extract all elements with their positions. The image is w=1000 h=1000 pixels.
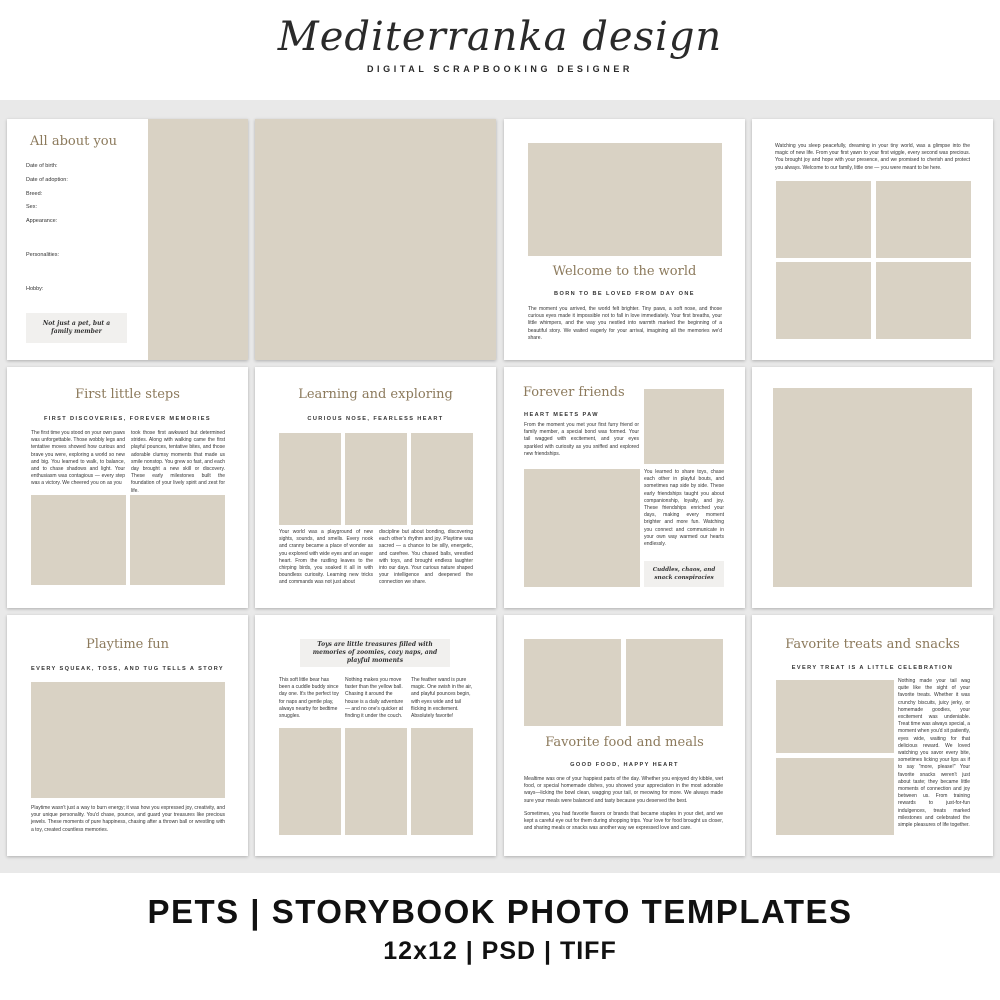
body-text: Mealtime was one of your happiest parts of the day. Whether you enjoyed dry kibble, wet food, or special homemade dishes, you showed your appreciation in the most adorable ways—licking the bowl clean, wagging your tail, or meowing for more. We always made sure your meals were balanced and tasty because you deserved the best. bbox=[524, 776, 723, 804]
photo-placeholder[interactable] bbox=[345, 433, 407, 525]
page-subtitle: GOOD FOOD, HAPPY HEART bbox=[570, 762, 679, 768]
field-date-of-adoption: Date of adoption: bbox=[26, 177, 68, 183]
photo-placeholder[interactable] bbox=[255, 119, 496, 360]
photo-placeholder[interactable] bbox=[524, 639, 621, 726]
quote-box: Not just a pet, but a family member bbox=[26, 313, 127, 343]
field-breed: Breed: bbox=[26, 191, 43, 197]
brand-logo: Mediterranka design bbox=[277, 14, 723, 60]
page-subtitle: CURIOUS NOSE, FEARLESS HEART bbox=[307, 416, 444, 422]
page-full-photo bbox=[255, 119, 496, 360]
field-hobby: Hobby: bbox=[26, 286, 44, 292]
photo-placeholder[interactable] bbox=[279, 433, 341, 525]
page-favorite-food bbox=[504, 615, 745, 856]
photo-placeholder[interactable] bbox=[776, 680, 894, 753]
body-text-column: Nothing makes you move faster than the yellow ball. Chasing it around the house is a daily adventure — and no one's quicker at finding it under the couch. bbox=[345, 677, 404, 720]
page-bordered-photo bbox=[752, 367, 993, 608]
page-title: All about you bbox=[30, 134, 118, 149]
body-text-column: discipline but about bonding, discovering each other's rhythm and joy. Playtime was sacred — a chance to be silly, energetic, and carefree. You chased balls, wrestled with toys, and brought endless laughter into our days. Your curious nature shaped your intelligence and deepened the connection we share. bbox=[379, 529, 473, 586]
page-title: Learning and exploring bbox=[298, 387, 453, 402]
field-date-of-birth: Date of birth: bbox=[26, 163, 58, 169]
page-subtitle: EVERY TREAT IS A LITTLE CELEBRATION bbox=[791, 665, 954, 671]
quote-box: Cuddles, chaos, and snack conspiracies bbox=[644, 561, 724, 587]
body-text: You learned to share toys, chase each other in playful bouts, and sometimes nap side by side. These early friendships taught you about companionship, loyalty, and joy. These friendships enriched your days, making every moment brighter and more fun. Watching you connect and communicate in your own way warmed our hearts endlessly. bbox=[644, 469, 724, 548]
header bbox=[0, 0, 1000, 100]
page-subtitle: FIRST DISCOVERIES, FOREVER MEMORIES bbox=[43, 416, 212, 422]
body-text: Nothing made your tail wag quite like the sight of your favorite treats. Whether it was crunchy biscuits, juicy jerky, or homemade goodies, your excitement was undeniable. Treat time was always special, a moment when you'd sit patiently, eyes wide, waiting for that delicious reward. We loved watching you savor every bite, sometimes licking your lips as if to say "more, please!" Your favorite snacks weren't just about taste; they became little moments of connection and joy between us. From training rewards to just-for-fun indulgences, treats marked milestones and celebrated the simple pleasures of life together. bbox=[898, 678, 971, 829]
page-title: Welcome to the world bbox=[552, 264, 697, 279]
photo-placeholder[interactable] bbox=[876, 181, 971, 258]
field-sex: Sex: bbox=[26, 204, 38, 210]
photo-placeholder[interactable] bbox=[528, 143, 722, 256]
photo-placeholder[interactable] bbox=[411, 728, 473, 835]
body-text-column: took those first awkward but determined strides. Along with walking came the first playful pounces, tentative bites, and those adorable clumsy moments that made us smile nonstop. You grew so fast, and each day brought a new skill or discovery. These early milestones built the foundation of your lively spirit and zest for life. bbox=[131, 430, 225, 494]
photo-placeholder[interactable] bbox=[524, 469, 640, 587]
photo-placeholder[interactable] bbox=[411, 433, 473, 525]
field-appearance: Appearance: bbox=[26, 218, 58, 224]
page-subtitle: EVERY SQUEAK, TOSS, AND TUG TELLS A STORY bbox=[30, 666, 225, 672]
page-all-about-you bbox=[7, 119, 248, 360]
page-forever-friends bbox=[504, 367, 745, 608]
page-title: Playtime fun bbox=[85, 637, 170, 652]
body-text: From the moment you met your first furry friend or family member, a special bond was formed. Your tail wagged with excitement, and your eyes sparkled with curiosity as you sniffed and explored new friendships. bbox=[524, 422, 639, 457]
page-title: Favorite treats and snacks bbox=[785, 637, 960, 652]
page-title: First little steps bbox=[75, 387, 180, 402]
photo-placeholder[interactable] bbox=[130, 495, 225, 585]
photo-placeholder[interactable] bbox=[345, 728, 407, 835]
photo-placeholder[interactable] bbox=[776, 262, 871, 339]
body-text: Watching you sleep peacefully, dreaming in your tiny world, was a glimpse into the magic of new life. From your first yawn to your first wiggle, every second was precious. You brought joy and hope with your presence, and we promised to cherish and protect you always. Welcome to our family, little one — you were meant to be here. bbox=[775, 143, 970, 171]
page-first-little-steps bbox=[7, 367, 248, 608]
page-title: Favorite food and meals bbox=[545, 735, 704, 750]
photo-placeholder[interactable] bbox=[776, 758, 894, 835]
photo-placeholder[interactable] bbox=[644, 389, 724, 464]
body-text: Sometimes, you had favorite flavors or brands that became staples in your diet, and we kept a careful eye out for them during shopping trips. Your love for food brought us closer, and sharing meals or snacks was another way we expressed love and care. bbox=[524, 811, 723, 832]
photo-placeholder[interactable] bbox=[626, 639, 723, 726]
page-title: Forever friends bbox=[523, 385, 625, 400]
photo-placeholder[interactable] bbox=[876, 262, 971, 339]
body-text-column: The feather wand is pure magic. One swish in the air, and playful pounces begin, with eyes wide and tail flicking in excitement. Absolutely favorite! bbox=[411, 677, 473, 720]
photo-placeholder[interactable] bbox=[773, 388, 972, 587]
footer-title: PETS | STORYBOOK PHOTO TEMPLATES bbox=[147, 893, 853, 930]
page-welcome-family bbox=[752, 119, 993, 360]
page-learning-exploring bbox=[255, 367, 496, 608]
photo-placeholder[interactable] bbox=[148, 119, 248, 360]
page-welcome bbox=[504, 119, 745, 360]
photo-placeholder[interactable] bbox=[31, 495, 126, 585]
body-text-column: The first time you stood on your own paws was unforgettable. Those wobbly legs and tentative moves showed how curious and brave you were, exploring a world so new and big. You learned to walk, to balance, and to chase shadows and light. Your enthusiasm was contagious — every step was a victory. We cheered you on as you bbox=[31, 430, 125, 487]
page-subtitle: BORN TO BE LOVED FROM DAY ONE bbox=[554, 291, 695, 297]
quote-box: Toys are little treasures filled with memories of zoomies, cozy naps, and playful moments bbox=[300, 639, 450, 667]
page-toys bbox=[255, 615, 496, 856]
body-text-column: Your world was a playground of new sights, sounds, and smells. Every nook and cranny became a place of wonder as you explored with wide eyes and an eager heart. From the rustling leaves to the chirping birds, you soaked it all in with boundless curiosity. Learning new tricks and commands was not just about bbox=[279, 529, 373, 586]
brand-tagline: DIGITAL SCRAPBOOKING DESIGNER bbox=[366, 64, 634, 74]
body-text: Playtime wasn't just a way to burn energy; it was how you expressed joy, creativity, and your unique personality. You'd chase, pounce, and guard your treasures like precious jewels. These moments of pure happiness, chasing after a thrown ball or wrestling with a toy, created countless memories. bbox=[31, 805, 225, 833]
page-subtitle: HEART MEETS PAW bbox=[524, 412, 599, 418]
field-personalities: Personalities: bbox=[26, 252, 60, 258]
photo-placeholder[interactable] bbox=[776, 181, 871, 258]
page-favorite-treats bbox=[752, 615, 993, 856]
body-text: The moment you arrived, the world felt brighter. Tiny paws, a soft nose, and those curious eyes made it impossible not to fall in love immediately. Your first breaths, your little whimpers, and the way you nestled into warmth marked the beginning of a beautiful story. We waited eagerly for your arrival, imagining all the memories we'd share. bbox=[528, 306, 722, 341]
body-text-column: This soft little bear has been a cuddle buddy since day one. It's the perfect toy for naps and gentle play, always nearby for bedtime snuggles. bbox=[279, 677, 339, 720]
photo-placeholder[interactable] bbox=[279, 728, 341, 835]
page-playtime-fun bbox=[7, 615, 248, 856]
footer-subtitle: 12x12 | PSD | TIFF bbox=[383, 937, 617, 965]
photo-placeholder[interactable] bbox=[31, 682, 225, 798]
